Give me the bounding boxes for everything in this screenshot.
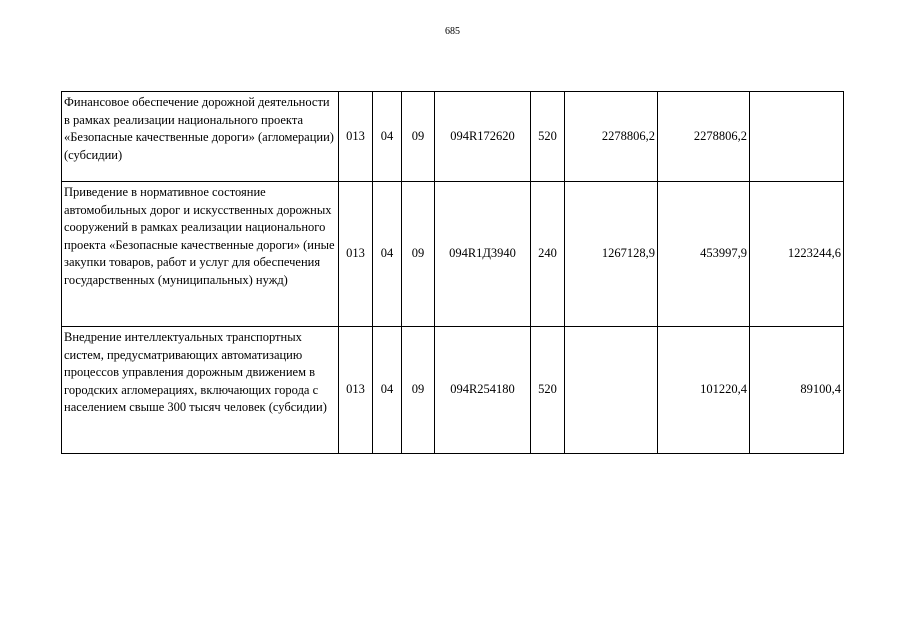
amount-3-cell (750, 92, 844, 182)
budget-table (61, 91, 844, 454)
target-code-cell: 094R1Д3940 (435, 182, 531, 327)
section-code-cell: 04 (373, 327, 402, 454)
expense-name-cell: Финансовое обеспечение дорожной деятельности в рамках реализации национального проекта «Безопасные качественные дороги» (агломерации) (субсидии) (62, 92, 339, 182)
amount-2-cell: 2278806,2 (658, 92, 750, 182)
section-code-cell: 04 (373, 182, 402, 327)
amount-1-cell: 2278806,2 (565, 92, 658, 182)
amount-1-cell: 1267128,9 (565, 182, 658, 327)
table-row (62, 327, 844, 454)
expense-name-cell: Внедрение интеллектуальных транспортных систем, предусматривающих автоматизацию процессов управления дорожным движением в городских агломерациях, включающих города с населением свыше 300 тысяч человек (субсидии) (62, 327, 339, 454)
section-code-cell: 04 (373, 92, 402, 182)
target-code-cell: 094R254180 (435, 327, 531, 454)
target-code-cell: 094R172620 (435, 92, 531, 182)
amount-2-cell: 453997,9 (658, 182, 750, 327)
amount-3-cell: 89100,4 (750, 327, 844, 454)
expense-type-cell: 520 (531, 92, 565, 182)
amount-3-cell: 1223244,6 (750, 182, 844, 327)
subsection-code-cell: 09 (402, 182, 435, 327)
subsection-code-cell: 09 (402, 92, 435, 182)
ministry-code-cell: 013 (339, 182, 373, 327)
expense-type-cell: 520 (531, 327, 565, 454)
ministry-code-cell: 013 (339, 92, 373, 182)
expense-type-cell: 240 (531, 182, 565, 327)
table-row (62, 182, 844, 327)
ministry-code-cell: 013 (339, 327, 373, 454)
page-number: 685 (445, 26, 460, 37)
table-row (62, 92, 844, 182)
amount-2-cell: 101220,4 (658, 327, 750, 454)
expense-name-cell: Приведение в нормативное состояние автомобильных дорог и искусственных дорожных сооружений в рамках реализации национального проекта «Безопасные качественные дороги» (иные закупки товаров, работ и услуг для обеспечения государственных (муниципальных) нужд) (62, 182, 339, 327)
amount-1-cell (565, 327, 658, 454)
subsection-code-cell: 09 (402, 327, 435, 454)
